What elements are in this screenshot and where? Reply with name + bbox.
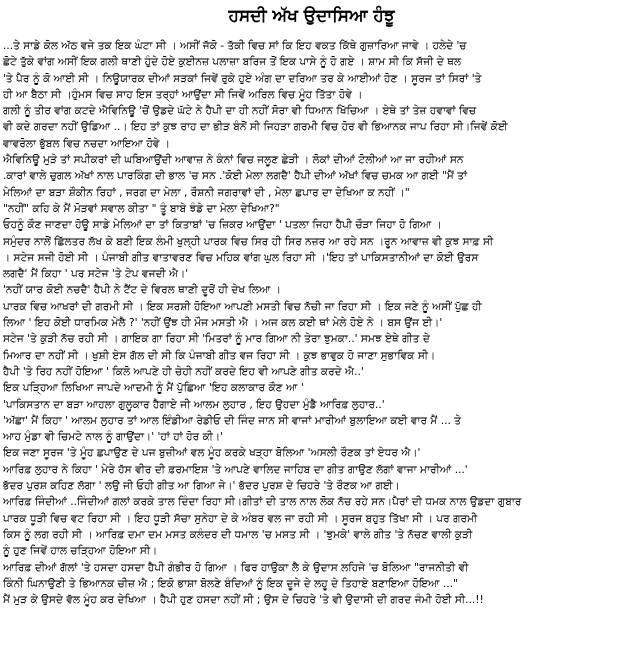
text-line: ਹੈਪੀ 'ਤੇ ਰਿਹ ਨਹੀਂ ਹੋਇਆ ' ਕਿਲੋ ਆਪਣੇ ਹੀ ਚੇਹੀ ਨਹੀਂ ਕਰਦੇ ਇਹ ਵੀ ਆਪਣੇ ਗੀਤ ਕਰਦੇ ਐ..' xyxy=(3,365,364,378)
document-title: ਹਸਦੀ ਅੱਖ ਉਦਾਸਿਆ ਹੰਝੂ xyxy=(228,6,395,26)
text-line: ਮਿਆਰ ਦਾ ਨਹੀਂ ਸੀ । ਖੁਸ਼ੀ ਏਸ ਗੱਲ ਦੀ ਸੀ ਕਿ ਪੰਜਾਬੀ ਗੀਤ ਵਜ ਰਿਹਾ ਸੀ । ਕੁਝ ਭਾਵੁਕ ਹੋ ਜਾਣਾ ਸੁਭਾਵਿਕ ਸੀ। xyxy=(3,349,436,362)
text-line: ਇਕ ਪੜ੍ਹਿਆ ਲਿਖਿਆ ਜਾਪਦੇ ਆਦਮੀ ਨੂੰ ਮੈਂ ਪੁੱਛਿਆ 'ਇਹ ਕਲਾਕਾਰ ਕੌਣ ਆ ' xyxy=(3,382,304,395)
text-line: । ਸਟੇਜ ਸਜੀ ਹੋਈ ਸੀ । ਪੰਜਾਬੀ ਗੀਤ ਵਾਤਾਵਰਣ ਵਿਚ ਮਹਿਕ ਵਾਂਗ ਘੁਲ ਰਿਹਾ ਸੀ ।'ਇਹ ਤਾਂ ਪਾਕਿਸਤਾਨੀਆਂ ਦਾ ਕੋਈ ਉਰਸ xyxy=(3,251,479,264)
text-line: ਓਹਨੂੰ ਕੌਣ ਜਾਣਦਾ ਹੋਊ ਸਾਡੇ ਮੇਲਿਆਂ ਦਾ ਤਾਂ ਕਿਤਾਬਾਂ 'ਚ ਜ਼ਿਕਰ ਆਉਂਦਾ ' ਪਤਲਾ ਜਿਹਾ ਹੈਪੀ ਚੌੜਾ ਜਿਹਾ ਹੋ ਗਿਆ । xyxy=(3,219,442,232)
text-line: ...ਤੇ ਸਾਡੇ ਕੋਲ ਅੱਠ ਵਜੇ ਤਕ ਇਕ ਘੰਟਾ ਸੀ । ਅਸੀਂ ਜੱਕੋ - ਤੱਕੀ ਵਿਚ ਸਾਂ ਕਿ ਇਹ ਵਕਤ ਕਿੱਥੇ ਗੁਜ਼ਾਰਿਆ ਜਾਵੇ । ਹਲੇਦੇ 'ਚ xyxy=(3,40,467,52)
document-body xyxy=(3,38,620,608)
text-line: ਮੈਂ ਮੁੜ ਕੇ ਉਸਦੇ ਵੱਲ ਮੂੰਹ ਕਰ ਦੇਖਿਆ । ਹੈਪੀ ਹੁਣ ਹਸਦਾ ਨਹੀਂ ਸੀ ; ਉਸ ਦੇ ਚਿਹਰੇ 'ਤੇ ਵੀ ਉਦਾਸੀ ਦੀ ਗਰਦ ਜੰਮੀ ਹੋਈ ਸੀ...!! xyxy=(3,594,484,607)
text-line: ਭੱਦਰ ਪੁਰਸ਼ ਕਹਿਣ ਲੱਗਾ ' ਲਉ ਜੀ ਓਹੀ ਗੀਤ ਆ ਗਿਆ ਜੇ।' ਭੱਦਰ ਪੁਰਸ਼ ਦੇ ਚਿਹਰੇ 'ਤੇ ਰੌਣਕ ਆ ਗਈ। xyxy=(3,480,400,493)
text-line: 'ਪਾਕਿਸਤਾਨ ਦਾ ਬੜਾ ਆਹਲਾ ਗੁਲੂਕਾਰ ਹੈਗਾਏ ਜੀ ਆਲਮ ਲੁਹਾਰ , ਇਹ ਉਹਦਾ ਮੁੰਡੈ ਆਰਿਫ਼ ਲੁਹਾਰ..' xyxy=(3,398,385,411)
text-line: ਵਾਵਰੋਲਾ ਭੁੱਬਲ ਵਿਚ ਨਚਦਾ ਆਇਆ ਹੋਵੇ । xyxy=(3,137,171,150)
text-line: ਇਕ ਜਣਾ ਸੂਰਜ 'ਤੇ ਮੂੰਹ ਛਪਾਉਣ ਦੇ ਪਜ ਬੁਜ਼ੀਆਂ ਵਲ ਮੂੰਹ ਕਰਕੇ ਖੜ੍ਹਾ ਬੋਲਿਆ 'ਅਸਲੀ ਰੌਣਕ ਤਾਂ ਏਧਰ ਐ।' xyxy=(3,447,421,460)
text-line: ਕਿਸ ਨੂੰ ਲਗ ਰਹੀ ਸੀ । ਆਰਿਫ਼ ਦਮਾ ਦਮ ਮਸਤ ਕਲੰਦਰ ਦੀ ਧਮਾਲ 'ਚ ਮਸਤ ਸੀ । 'ਝੁਮਕੇ' ਵਾਲੇ ਗੀਤ 'ਤੇ ਨੱਚਣ ਵਾਲੀ ਕੁੜੀ xyxy=(3,528,473,541)
text-line: ਛੋਟੇ ਤੁੱਕੇ ਵਾਂਗ ਅਸੀਂ ਇਕ ਗਲੀ ਥਾਣੀ ਹੁੰਦੇ ਹੋਏ ਕੁਈਨਜ਼ ਪਲਾਜ਼ਾ ਬਰਿਜ ਤੋਂ ਇਕ ਪਾਸੇ ਨੂੰ ਹੋ ਗਏ । ਸ਼ਾਮ ਸੀ ਕਿ ਸੱਜੀ ਦੇ ਥਲ xyxy=(3,56,462,69)
text-line: ਆਰਿਫ਼ ਜਿੰਦੀਆਂ ..ਜਿੰਦੀਆਂ ਗਲਾਂ ਕਰਕੇ ਤਾਲ ਦਿੰਦਾ ਰਿਹਾ ਸੀ।ਗੀਤਾਂ ਦੀ ਤਾਲ ਨਾਲ ਲੋਕ ਨੱਚ ਰਹੇ ਸਨ।ਪੈਰਾਂ ਦੀ ਧਮਕ ਨਾਲ ਉਡਦਾ ਗੁਬਾਰ xyxy=(3,496,522,509)
text-line: ਆਰਿਫ਼ ਦੀਆਂ ਗੱਲਾਂ 'ਤੇ ਹਸਦਾ ਹਸਦਾ ਹੈਪੀ ਗੰਭੀਰ ਹੋ ਗਿਆ । ਫਿਰ ਹਾਉਕਾ ਲੈ ਕੇ ਉਦਾਸ ਲਹਿਜੇ 'ਚ ਬੋਲਿਆ "ਰਾਜਨੀਤੀ ਵੀ xyxy=(3,561,469,574)
text-line: ਸਟੇਜ 'ਤੇ ਕੁੜੀ ਨੱਚ ਰਹੀ ਸੀ । ਗਾਇਕ ਗਾ ਰਿਹਾ ਸੀ 'ਮਿਤਰਾਂ ਨੂੰ ਮਾਰ ਗਿਆ ਨੀ ਤੇਰਾ ਝੁਮਕਾ..' ਸਮਝ ਏਥੇ ਗੀਤ ਦੇ xyxy=(3,333,430,346)
text-line: ਹੀ ਆ ਬੈਠਾ ਸੀ ।ਹੁੰਮਸ ਵਿਚ ਸਾਹ ਇਸ ਤਰ੍ਹਾਂ ਆਉਂਦਾ ਸੀ ਜਿਵੇਂ ਅਰਿਲ ਵਿਚ ਮੂੰਹ ਤਿੱਤਾ ਹੋਵੇ । xyxy=(3,88,363,101)
text-line: 'ਤੇ ਪੈਰ ਨੂੰ ਕੋ ਆਈ ਸੀ । ਨਿਊਯਾਰਕ ਦੀਆਂ ਸੜਕਾਂ ਜਿਵੇਂ ਰੁਕੇ ਹੁਏ ਅੰਗ ਦਾ ਦਰਿਆ ਤਰ ਕੇ ਆਈਆਂ ਹੋਣ । ਸੂਰਜ ਤਾਂ ਸਿਰਾਂ 'ਤੇ xyxy=(3,72,482,85)
text-line: ਗਲੀ ਨੂੰ ਤੀਰ ਵਾਂਗ ਕਟਦੇ ਐਵਿਨਿਊ 'ਚੋਂ ਉਡਦੇ ਘੱਟੇ ਨੇ ਹੈਪੀ ਦਾ ਹੀ ਨਹੀਂ ਸੋਰਾ ਵੀ ਧਿਆਨ ਖਿੱਚਿਆ । ਏਥੇ ਤਾਂ ਤੇਜ਼ ਹਵਾਵਾਂ ਵਿਚ xyxy=(3,105,477,118)
text-line: ਮੇਲਿਆਂ ਦਾ ਬੜਾ ਸ਼ੌਕੀਨ ਰਿਹਾਂ , ਜਰਗ ਦਾ ਮੇਲਾ , ਰੌਸ਼ਨੀ ਜਗਰਾਵਾਂ ਦੀ , ਮੇਲਾ ਛਪਾਰ ਦਾ ਦੇਖਿਆ ਕ ਨਹੀਂ ।" xyxy=(3,186,410,199)
text-line: ਵੀ ਕਦੇ ਗਰਦਾ ਨਹੀਂ ਉਡਿਆ ..। ਇਹ ਤਾਂ ਕੁਝ ਰਾਹ ਦਾ ਭੀੜ ਬੰਨੋਂ ਸੀ ਜਿਹੜਾ ਗਰਮੀ ਵਿਚ ਹੋਰ ਵੀ ਭਿਆਨਕ ਜਾਪ ਰਿਹਾ ਸੀ।ਜਿਵੇਂ ਕੋਈ xyxy=(3,121,508,134)
text-line: ਪਾਰਕ ਧੂੜੀ ਵਿਚ ਵਟ ਰਿਹਾ ਸੀ । ਇਹ ਧੂੜੀ ਸੱਚਾ ਸੁਨੇਹਾ ਦੇ ਕੇ ਅੰਬਰ ਵਲ ਜਾ ਰਹੀ ਸੀ । ਸੂਰਜ ਬਹੁਤ ਤਿੱਖਾ ਸੀ । ਪਰ ਗਰਮੀ xyxy=(3,512,478,525)
text-line: ਨੂੰ ਹੁਣ ਜਿਵੇਂ ਹਾਲ ਚੜ੍ਹਿਆ ਹੋਇਆ ਸੀ। xyxy=(3,545,158,558)
text-line: "ਨਹੀਂ" ਕਹਿ ਕੇ ਮੈਂ ਮੋੜਵਾਂ ਸਵਾਲ ਕੀਤਾ " ਤੂੰ ਬਾਬੇ ਝੰਡੇ ਦਾ ਮੇਲਾ ਦੇਖਿਆ?" xyxy=(3,202,280,215)
text-line: ਸਮੁੰਦਰ ਨਾਲੋਂ ਛਿੱਲਤਰ ਲੱਖ ਕੇ ਬਣੀ ਇਕ ਲੰਮੀ ਖੁਲ੍ਹੀ ਪਾਰਕ ਵਿਚ ਸਿਰ ਹੀ ਸਿਰ ਨਜ਼ਰ ਆ ਰਹੇ ਸਨ ।ਰੂਨ ਆਵਾਜ਼ ਵੀ ਕੁਝ ਸਾਫ਼ ਸੀ xyxy=(3,235,494,248)
text-line: ਲਿਆ ' ਇਹ ਕੋਈ ਧਾਰਮਿਕ ਮੇਲੈ ?' 'ਨਹੀਂ ਉਂਝ ਹੀ ਮੌਜ ਮਸਤੀ ਐ । ਅਜ ਕਲ ਕਈ ਥਾਂ ਮੇਲੇ ਹੋਏ ਨੇ । ਬਸ ਉਂਜ ਈ।' xyxy=(3,317,443,330)
text-line: ਐਵਿਨਿਊ ਮੁੜੇ ਤਾਂ ਸਪੀਕਰਾਂ ਦੀ ਘਬਿਆਉਂਦੀ ਆਵਾਜ਼ ਨੇ ਕੰਨਾਂ ਵਿਚ ਜਲੂਣ ਛੇੜੀ । ਲੋਕਾਂ ਦੀਆਂ ਟੋਲੀਆਂ ਆ ਜਾ ਰਹੀਆਂ ਸਨ xyxy=(3,154,464,167)
text-line: .ਕਾਰਾਂ ਵਾਲੇ ਚੁਗਲ ਅੱਖਾਂ ਨਾਲ ਪਾਰਕਿੰਗ ਦੀ ਭਾਲ 'ਚ ਸਨ .'ਕੋਈ ਮੇਲਾ ਲਗਦੈ' ਹੈਪੀ ਦੀਆਂ ਅੱਖਾਂ ਵਿਚ ਚਮਕ ਆ ਗਈ "ਮੈਂ ਤਾਂ xyxy=(3,170,468,183)
text-line: ਆਹ ਮੁੰਡਾ ਵੀ ਚਿਮਟੇ ਨਾਲ ਨੂੰ ਗਾਉਂਦਾ।' 'ਹਾਂ ਹਾਂ ਹੋਰ ਕੀ।' xyxy=(3,431,224,444)
text-line: ਆਰਿਫ਼ ਲੁਹਾਰ ਨੇ ਕਿਹਾ ' ਮੇਰੇ ਹੱਸ ਵੀਰ ਦੀ ਫ਼ਰਮਾਇਸ਼ 'ਤੇ ਆਪਣੇ ਵਾਲਿਦ ਜਾਹਿਬ ਦਾ ਗੀਤ ਗਾਉਣ ਲੱਗਾਂ ਵਾਜਾ ਮਾਰੀਆਂ ...' xyxy=(3,463,468,476)
text-line: ਲਗਦੈ' ਮੈਂ ਕਿਹਾ ' ਪਰ ਸਟੇਜ 'ਤੇ ਟੇਪ ਵਜਦੀ ਐ।' xyxy=(3,268,189,281)
text-line: 'ਅੱਛਾ' ਮੈਂ ਕਿਹਾ ' ਆਲਮ ਲੁਹਾਰ ਤਾਂ ਆਲ ਇੰਡੀਆ ਰੇਡੀਓ ਦੀ ਜਿੰਦ ਜਾਨ ਸੀ ਵਾਜਾਂ ਮਾਰੀਆਂ ਬੁਲਾਇਆ ਕਈ ਵਾਰ ਮੈਂ ... ਤੇ xyxy=(3,414,462,427)
text-line: ਪਾਰਕ ਵਿਚ ਆਖਰਾਂ ਦੀ ਗਰਮੀ ਸੀ । ਇਕ ਸਰਸ਼ੀ ਹੋਇਆ ਆਪਣੀ ਮਸਤੀ ਵਿਚ ਨੱਚੀ ਜਾ ਰਿਹਾ ਸੀ । ਇਕ ਜਣੇ ਨੂੰ ਅਸੀਂ ਪੁੱਛ ਹੀ xyxy=(3,300,482,313)
text-line: 'ਨਹੀਂ ਯਾਰ ਕੋਈ ਨਚਦੈ' ਹੈਪੀ ਨੇ ਟੈਂਟ ਦੇ ਵਿਰਲ ਥਾਣੀ ਦੂਰੋਂ ਹੀ ਦੇਖ ਲਿਆ । xyxy=(3,284,282,297)
text-line: ਕਿੰਨੀ ਘਿਨਾਉਣੀ ਤੇ ਭਿਆਨਕ ਚੀਜ਼ ਐ ; ਇਕੋ ਭਾਸ਼ਾ ਬੋਲਣੇ ਬੰਦਿਆਂ ਨੂੰ ਇਕ ਦੂਜੇ ਦੇ ਲਹੂ ਦੇ ਤਿਹਾਏ ਬਣਾਇਆ ਹੋਇਆ ..." xyxy=(3,577,458,590)
